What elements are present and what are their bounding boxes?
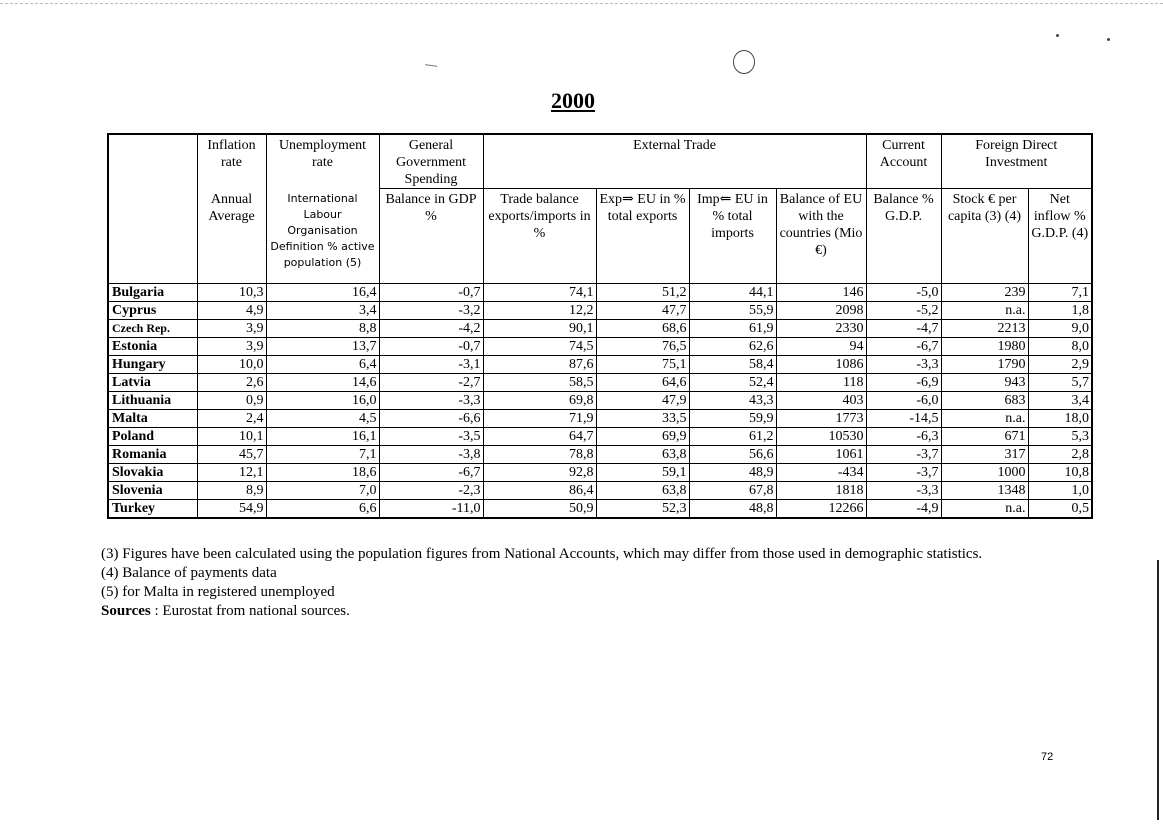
cell-inflation: 45,7 <box>197 446 266 464</box>
scan-dot <box>1056 34 1059 37</box>
cell-exp: 75,1 <box>596 356 689 374</box>
cell-stock: n.a. <box>941 302 1028 320</box>
cell-country: Lithuania <box>108 392 197 410</box>
cell-gov: -4,2 <box>379 320 483 338</box>
cell-inflow: 5,7 <box>1028 374 1092 392</box>
cell-inflation: 4,9 <box>197 302 266 320</box>
cell-gov: -3,1 <box>379 356 483 374</box>
cell-bal-eu: 118 <box>776 374 866 392</box>
table-row <box>108 374 1092 392</box>
cell-stock: 2213 <box>941 320 1028 338</box>
cell-inflation: 8,9 <box>197 482 266 500</box>
cell-country: Slovakia <box>108 464 197 482</box>
cell-inflow: 2,9 <box>1028 356 1092 374</box>
cell-unemployment: 8,8 <box>266 320 379 338</box>
table-row <box>108 320 1092 338</box>
cell-gov: -11,0 <box>379 500 483 519</box>
cell-country: Hungary <box>108 356 197 374</box>
cell-trade: 64,7 <box>483 428 596 446</box>
cell-inflation: 3,9 <box>197 320 266 338</box>
cell-imp: 48,9 <box>689 464 776 482</box>
cell-country: Romania <box>108 446 197 464</box>
cell-country: Estonia <box>108 338 197 356</box>
cell-trade: 50,9 <box>483 500 596 519</box>
cell-unemployment: 6,4 <box>266 356 379 374</box>
cell-trade: 92,8 <box>483 464 596 482</box>
cell-ca: -3,3 <box>866 482 941 500</box>
cell-exp: 33,5 <box>596 410 689 428</box>
cell-exp: 47,9 <box>596 392 689 410</box>
header-current-account: Current Account <box>866 134 941 189</box>
cell-gov: -6,7 <box>379 464 483 482</box>
table-row <box>108 464 1092 482</box>
cell-gov: -0,7 <box>379 338 483 356</box>
cell-unemployment: 7,0 <box>266 482 379 500</box>
cell-inflow: 1,8 <box>1028 302 1092 320</box>
cell-inflation: 10,3 <box>197 284 266 302</box>
cell-stock: 671 <box>941 428 1028 446</box>
cell-imp: 43,3 <box>689 392 776 410</box>
cell-unemployment: 16,0 <box>266 392 379 410</box>
cell-bal-eu: 10530 <box>776 428 866 446</box>
cell-gov: -3,8 <box>379 446 483 464</box>
cell-bal-eu: -434 <box>776 464 866 482</box>
table-row <box>108 500 1092 519</box>
cell-gov: -0,7 <box>379 284 483 302</box>
cell-inflow: 10,8 <box>1028 464 1092 482</box>
header-stock: Stock € per capita (3) (4) <box>941 189 1028 284</box>
header-imp-eu: Imp⇐ EU in % total imports <box>689 189 776 284</box>
cell-stock: 1348 <box>941 482 1028 500</box>
cell-unemployment: 18,6 <box>266 464 379 482</box>
table-row <box>108 284 1092 302</box>
cell-country: Bulgaria <box>108 284 197 302</box>
cell-stock: 1000 <box>941 464 1028 482</box>
header-balance-eu: Balance of EU with the countries (Mio €) <box>776 189 866 284</box>
footnote-3: (3) Figures have been calculated using the population figures from National Accounts, which may differ from those used in demographic statistics. <box>101 546 983 562</box>
header-fdi: Foreign Direct Investment <box>941 134 1092 189</box>
cell-ca: -5,2 <box>866 302 941 320</box>
cell-bal-eu: 146 <box>776 284 866 302</box>
cell-inflation: 0,9 <box>197 392 266 410</box>
page-title: 2000 <box>551 88 595 113</box>
cell-trade: 74,1 <box>483 284 596 302</box>
footnotes <box>101 545 1061 621</box>
footnote-4: (4) Balance of payments data <box>101 565 277 581</box>
cell-unemployment: 6,6 <box>266 500 379 519</box>
header-external-trade: External Trade <box>483 134 866 189</box>
cell-ca: -3,7 <box>866 464 941 482</box>
cell-inflation: 3,9 <box>197 338 266 356</box>
cell-gov: -2,7 <box>379 374 483 392</box>
cell-trade: 69,8 <box>483 392 596 410</box>
cell-trade: 58,5 <box>483 374 596 392</box>
cell-inflow: 2,8 <box>1028 446 1092 464</box>
header-government: General Government Spending <box>379 134 483 189</box>
cell-stock: 317 <box>941 446 1028 464</box>
scan-blot-circle <box>733 50 755 74</box>
cell-stock: 943 <box>941 374 1028 392</box>
cell-bal-eu: 12266 <box>776 500 866 519</box>
sources-line <box>101 602 1061 621</box>
cell-inflow: 8,0 <box>1028 338 1092 356</box>
cell-inflow: 5,3 <box>1028 428 1092 446</box>
cell-stock: 683 <box>941 392 1028 410</box>
footnote-5: (5) for Malta in registered unemployed <box>101 584 335 600</box>
cell-imp: 55,9 <box>689 302 776 320</box>
cell-gov: -6,6 <box>379 410 483 428</box>
table-row <box>108 356 1092 374</box>
cell-inflow: 18,0 <box>1028 410 1092 428</box>
cell-exp: 59,1 <box>596 464 689 482</box>
cell-unemployment: 16,1 <box>266 428 379 446</box>
header-unemployment: Unemployment rate <box>266 134 379 189</box>
cell-bal-eu: 1086 <box>776 356 866 374</box>
table-row <box>108 338 1092 356</box>
cell-stock: n.a. <box>941 500 1028 519</box>
cell-bal-eu: 1818 <box>776 482 866 500</box>
header-corner <box>108 134 197 284</box>
cell-inflow: 9,0 <box>1028 320 1092 338</box>
header-group-row <box>108 134 1092 189</box>
cell-unemployment: 16,4 <box>266 284 379 302</box>
cell-country: Slovenia <box>108 482 197 500</box>
statistics-table <box>107 133 1093 519</box>
header-balance-ca: Balance % G.D.P. <box>866 189 941 284</box>
header-ilo-definition: International Labour Organisation Definition % active population (5) <box>266 189 379 284</box>
cell-inflation: 10,1 <box>197 428 266 446</box>
cell-ca: -6,9 <box>866 374 941 392</box>
cell-ca: -4,9 <box>866 500 941 519</box>
cell-trade: 87,6 <box>483 356 596 374</box>
cell-trade: 74,5 <box>483 338 596 356</box>
cell-bal-eu: 1061 <box>776 446 866 464</box>
cell-gov: -3,3 <box>379 392 483 410</box>
cell-trade: 78,8 <box>483 446 596 464</box>
cell-ca: -3,7 <box>866 446 941 464</box>
cell-country: Latvia <box>108 374 197 392</box>
cell-inflation: 10,0 <box>197 356 266 374</box>
cell-bal-eu: 403 <box>776 392 866 410</box>
cell-imp: 58,4 <box>689 356 776 374</box>
cell-unemployment: 13,7 <box>266 338 379 356</box>
header-sub-row <box>108 189 1092 284</box>
cell-exp: 76,5 <box>596 338 689 356</box>
cell-country: Turkey <box>108 500 197 519</box>
cell-ca: -6,0 <box>866 392 941 410</box>
cell-inflow: 3,4 <box>1028 392 1092 410</box>
cell-trade: 12,2 <box>483 302 596 320</box>
cell-exp: 63,8 <box>596 446 689 464</box>
cell-inflation: 2,6 <box>197 374 266 392</box>
cell-country: Malta <box>108 410 197 428</box>
cell-bal-eu: 1773 <box>776 410 866 428</box>
cell-stock: 239 <box>941 284 1028 302</box>
cell-imp: 62,6 <box>689 338 776 356</box>
cell-exp: 64,6 <box>596 374 689 392</box>
cell-imp: 61,2 <box>689 428 776 446</box>
cell-country: Poland <box>108 428 197 446</box>
cell-imp: 52,4 <box>689 374 776 392</box>
cell-imp: 61,9 <box>689 320 776 338</box>
cell-imp: 56,6 <box>689 446 776 464</box>
table-row <box>108 302 1092 320</box>
table-row <box>108 410 1092 428</box>
cell-inflow: 7,1 <box>1028 284 1092 302</box>
cell-exp: 47,7 <box>596 302 689 320</box>
cell-bal-eu: 94 <box>776 338 866 356</box>
cell-trade: 71,9 <box>483 410 596 428</box>
cell-ca: -4,7 <box>866 320 941 338</box>
cell-stock: n.a. <box>941 410 1028 428</box>
cell-ca: -6,3 <box>866 428 941 446</box>
cell-ca: -6,7 <box>866 338 941 356</box>
cell-bal-eu: 2330 <box>776 320 866 338</box>
cell-trade: 90,1 <box>483 320 596 338</box>
cell-exp: 68,6 <box>596 320 689 338</box>
cell-exp: 51,2 <box>596 284 689 302</box>
top-scan-line <box>0 3 1163 4</box>
header-net-inflow: Net inflow % G.D.P. (4) <box>1028 189 1092 284</box>
cell-imp: 59,9 <box>689 410 776 428</box>
cell-gov: -3,2 <box>379 302 483 320</box>
cell-ca: -3,3 <box>866 356 941 374</box>
cell-stock: 1980 <box>941 338 1028 356</box>
cell-country: Cyprus <box>108 302 197 320</box>
cell-unemployment: 4,5 <box>266 410 379 428</box>
table-row <box>108 446 1092 464</box>
cell-exp: 69,9 <box>596 428 689 446</box>
cell-stock: 1790 <box>941 356 1028 374</box>
cell-unemployment: 14,6 <box>266 374 379 392</box>
sources-label: Sources <box>101 603 151 619</box>
cell-unemployment: 3,4 <box>266 302 379 320</box>
cell-unemployment: 7,1 <box>266 446 379 464</box>
cell-ca: -14,5 <box>866 410 941 428</box>
page-number: 72 <box>1041 751 1054 763</box>
scan-dot <box>1107 38 1110 41</box>
header-balance-gdp: Balance in GDP % <box>379 189 483 284</box>
cell-inflation: 54,9 <box>197 500 266 519</box>
cell-gov: -2,3 <box>379 482 483 500</box>
cell-inflow: 0,5 <box>1028 500 1092 519</box>
cell-imp: 44,1 <box>689 284 776 302</box>
cell-inflow: 1,0 <box>1028 482 1092 500</box>
scan-edge-bar <box>1157 560 1159 820</box>
cell-exp: 52,3 <box>596 500 689 519</box>
cell-country: Czech Rep. <box>108 320 197 338</box>
cell-imp: 67,8 <box>689 482 776 500</box>
cell-bal-eu: 2098 <box>776 302 866 320</box>
cell-inflation: 2,4 <box>197 410 266 428</box>
cell-trade: 86,4 <box>483 482 596 500</box>
cell-exp: 63,8 <box>596 482 689 500</box>
header-trade-balance: Trade balance exports/imports in % <box>483 189 596 284</box>
header-annual-average: Annual Average <box>197 189 266 284</box>
header-inflation: Inflation rate <box>197 134 266 189</box>
table-row <box>108 482 1092 500</box>
cell-ca: -5,0 <box>866 284 941 302</box>
table-row <box>108 428 1092 446</box>
table-row <box>108 392 1092 410</box>
cell-gov: -3,5 <box>379 428 483 446</box>
sources-text: : Eurostat from national sources. <box>150 603 350 619</box>
cell-inflation: 12,1 <box>197 464 266 482</box>
scan-mark <box>425 64 437 69</box>
header-exp-eu: Exp⇒ EU in % total exports <box>596 189 689 284</box>
cell-imp: 48,8 <box>689 500 776 519</box>
